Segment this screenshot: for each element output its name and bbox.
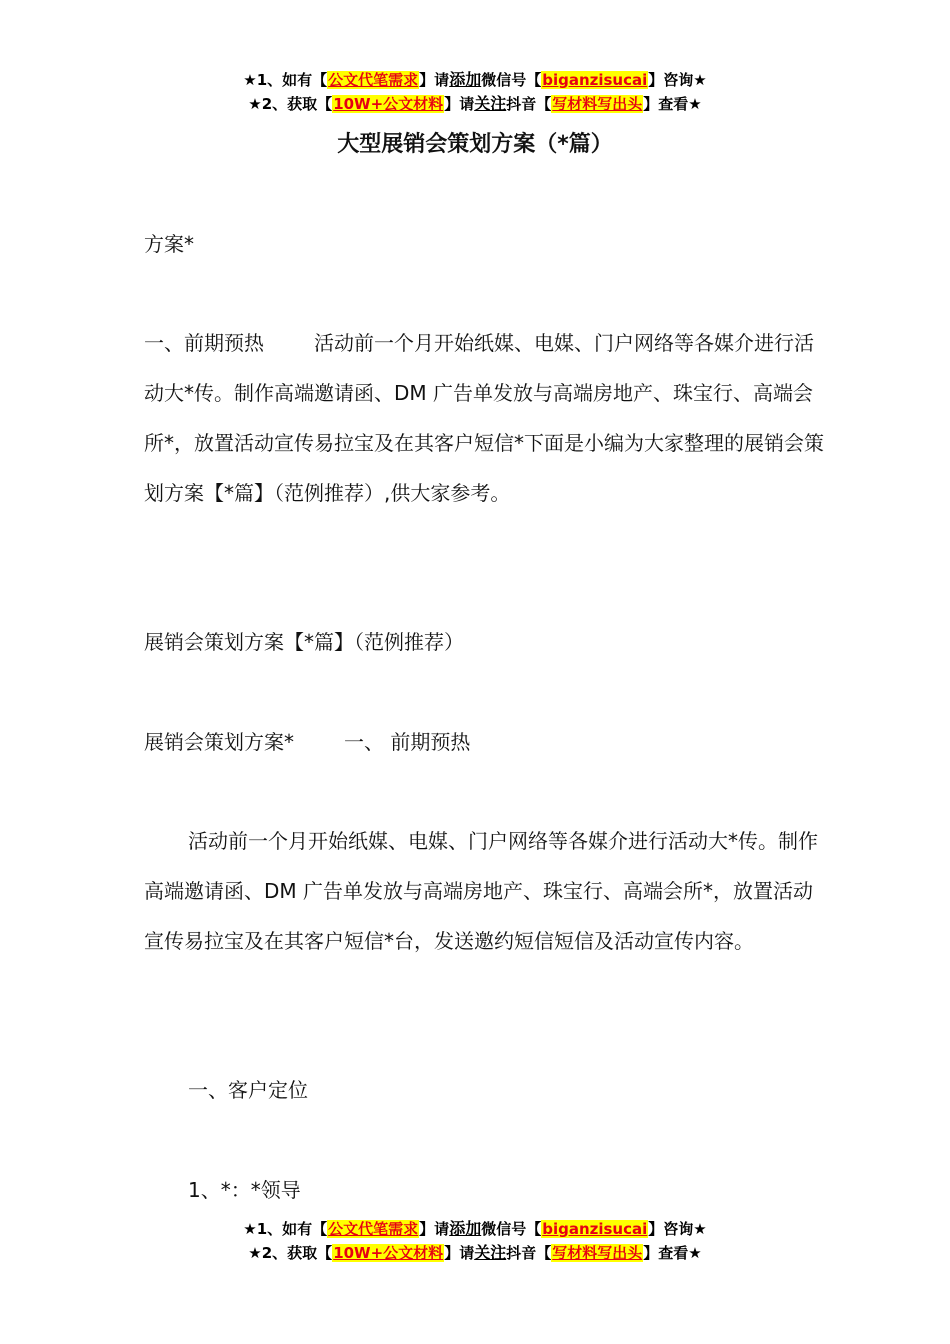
banner-text: 】请 xyxy=(444,1244,475,1262)
banner-line-1 xyxy=(0,68,950,92)
paragraph-1: 方案* xyxy=(144,232,194,256)
banner-emphasis: 添加 xyxy=(449,70,482,89)
banner-text: ★1、如有【 xyxy=(243,71,328,89)
header-banner xyxy=(0,68,950,116)
banner-text: 微信号【 xyxy=(481,1220,542,1238)
banner-highlight: 公文代笔需求 xyxy=(328,1220,419,1238)
banner-text: 抖音【 xyxy=(506,95,552,113)
section-heading-customer: 一、客户定位 xyxy=(188,1078,308,1102)
banner-text: 】请 xyxy=(419,71,450,89)
banner-line-1 xyxy=(0,1217,950,1241)
paragraph-5: 活动前一个月开始纸媒、电媒、门户网络等各媒介进行活动大*传。制作高端邀请函、DM 广告单发放与高端房地产、珠宝行、高端会所*，放置活动宣传易拉宝及在其客户短信*台，发送邀约短信短信及活动宣传内容。 xyxy=(144,829,818,953)
banner-text: 】请 xyxy=(419,1220,450,1238)
banner-highlight: biganzisucai xyxy=(542,71,648,89)
footer-banner xyxy=(0,1217,950,1265)
banner-text: 】请 xyxy=(444,95,475,113)
banner-highlight: 写材料写出头 xyxy=(552,1244,643,1262)
banner-text: ★2、获取【 xyxy=(248,95,333,113)
paragraph-4 xyxy=(144,717,824,767)
banner-highlight: biganzisucai xyxy=(542,1220,648,1238)
banner-highlight: 10W+公文材料 xyxy=(333,95,444,113)
banner-text: 】咨询★ xyxy=(648,71,707,89)
paragraph-3: 展销会策划方案【*篇】（范例推荐） xyxy=(144,630,464,654)
banner-text: 】查看★ xyxy=(643,1244,702,1262)
document-title: 大型展销会策划方案（*篇） xyxy=(337,132,613,157)
banner-line-2 xyxy=(0,92,950,116)
paragraph-2-heading: 一、前期预热 xyxy=(144,331,264,355)
banner-emphasis: 添加 xyxy=(449,1219,482,1238)
paragraph-2-text: 活动前一个月开始纸媒、电媒、门户网络等各媒介进行活动大*传。制作高端邀请函、DM 广告单发放与高端房地产、珠宝行、高端会所*，放置活动宣传易拉宝及在其客户短信*下面是小编为大家整理的展销会策划方案【*篇】（范例推荐）,供大家参考。 xyxy=(144,331,824,505)
list-item-1: 1、*：*领导 xyxy=(188,1178,301,1202)
banner-text: ★1、如有【 xyxy=(243,1220,328,1238)
paragraph-4-right: 一、 前期预热 xyxy=(344,730,471,754)
banner-highlight: 写材料写出头 xyxy=(552,95,643,113)
banner-highlight: 10W+公文材料 xyxy=(333,1244,444,1262)
banner-text: 】查看★ xyxy=(643,95,702,113)
banner-line-2 xyxy=(0,1241,950,1265)
banner-emphasis: 关注 xyxy=(474,1243,507,1262)
banner-highlight: 公文代笔需求 xyxy=(328,71,419,89)
paragraph-2 xyxy=(144,318,824,518)
banner-text: 微信号【 xyxy=(481,71,542,89)
banner-text: 抖音【 xyxy=(506,1244,552,1262)
banner-emphasis: 关注 xyxy=(474,94,507,113)
banner-text: ★2、获取【 xyxy=(248,1244,333,1262)
banner-text: 】咨询★ xyxy=(648,1220,707,1238)
paragraph-4-left: 展销会策划方案* xyxy=(144,730,294,754)
